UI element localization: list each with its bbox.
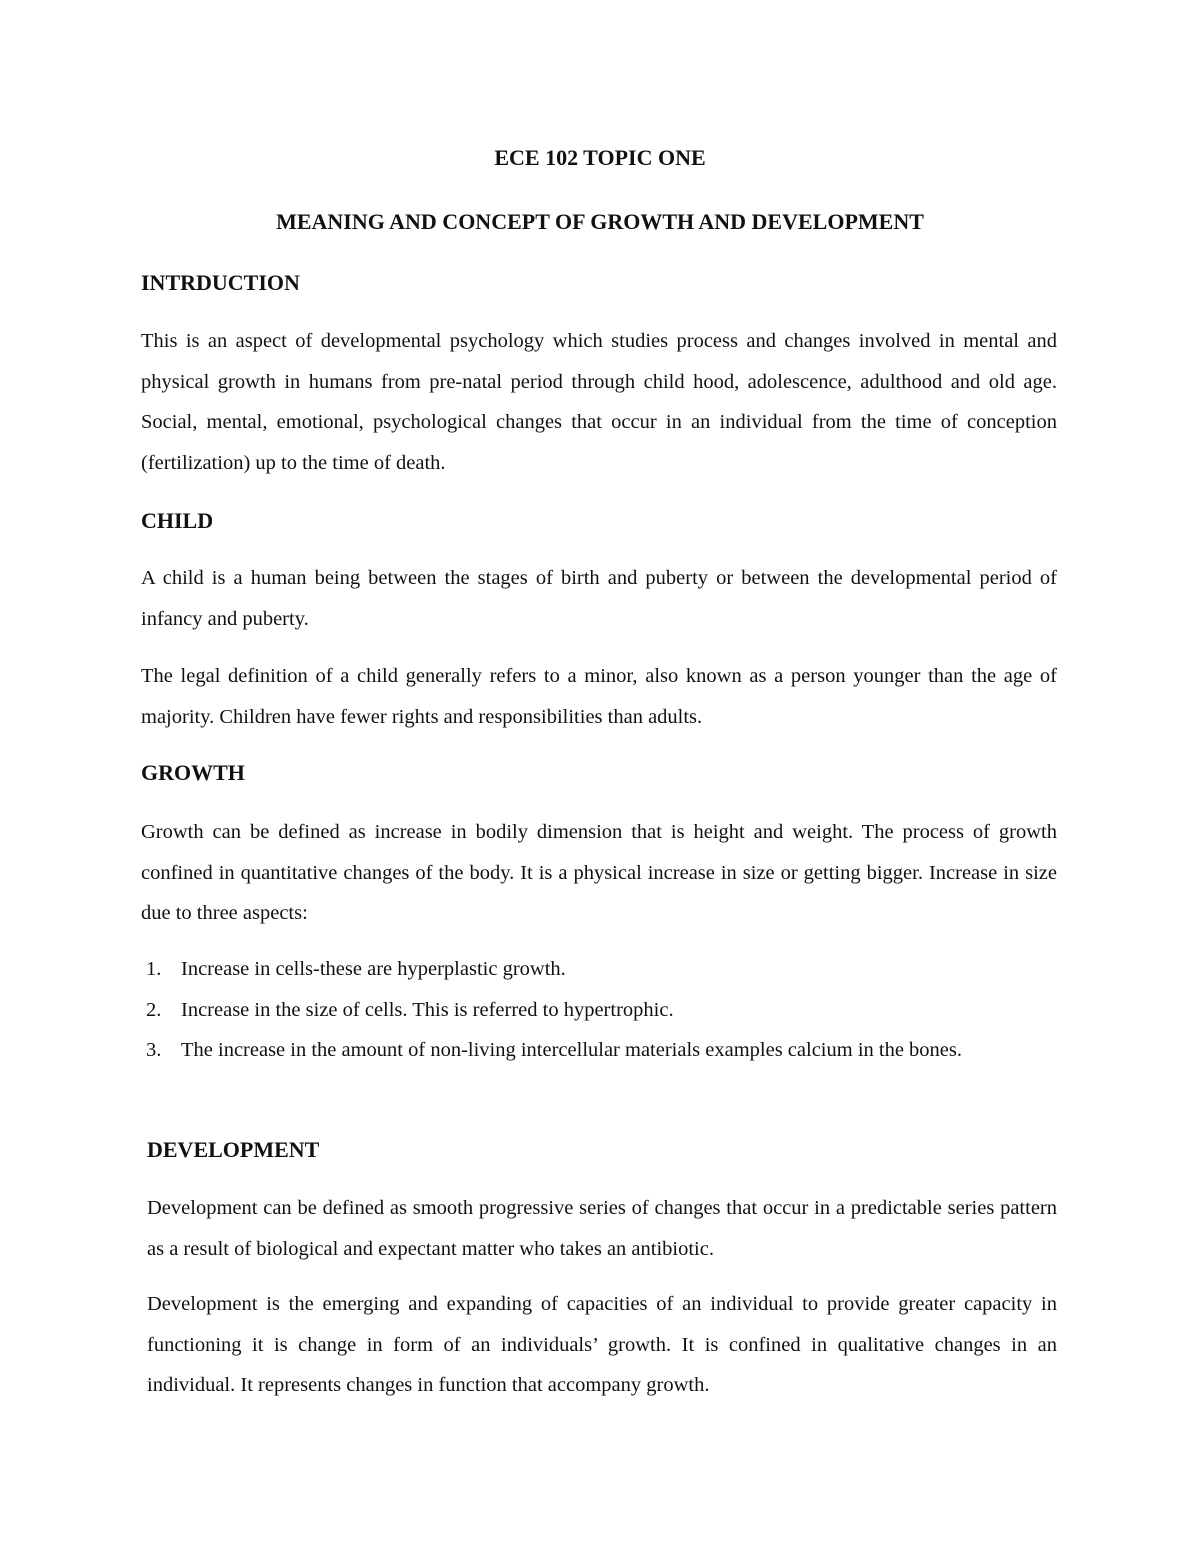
- child-paragraph-2: The legal definition of a child generally refers to a minor, also known as a person younger than the age of majority. Children have fewer rights and responsibilities than adults.: [141, 665, 1057, 728]
- development-paragraph-1: Development can be defined as smooth progressive series of changes that occur in a predictable series pattern as a result of biological and expectant matter who takes an antibiotic.: [147, 1197, 1057, 1260]
- list-item-text: The increase in the amount of non-living intercellular materials examples calcium in the bones.: [181, 1039, 963, 1061]
- growth-aspects-list: [141, 949, 1057, 1071]
- introduction-heading: INTRDUCTION: [141, 270, 300, 295]
- list-item-number: 3.: [146, 1039, 162, 1061]
- development-paragraph-2: Development is the emerging and expanding of capacities of an individual to provide greater capacity in functioning it is change in form of an individuals’ growth. It is confined in qualitative changes in an individual. It represents changes in function that accompany growth.: [147, 1293, 1057, 1396]
- list-item-text: Increase in the size of cells. This is referred to hypertrophic.: [181, 998, 674, 1021]
- list-item: [141, 990, 1057, 1031]
- list-item-number: 2.: [146, 998, 162, 1021]
- list-item-text: Increase in cells-these are hyperplastic growth.: [181, 958, 566, 980]
- introduction-paragraph: This is an aspect of developmental psychology which studies process and changes involved in mental and physical growth in humans from pre-natal period through child hood, adolescence, adulthood and old age. Social, mental, emotional, psychological changes that occur in an individual from the time of conception (fertilization) up to the time of death.: [141, 330, 1057, 474]
- course-title: ECE 102 TOPIC ONE: [494, 145, 706, 170]
- growth-heading: GROWTH: [141, 760, 245, 785]
- topic-title: MEANING AND CONCEPT OF GROWTH AND DEVELOPMENT: [276, 209, 924, 234]
- list-item-number: 1.: [146, 958, 162, 980]
- growth-paragraph: Growth can be defined as increase in bodily dimension that is height and weight. The process of growth confined in quantitative changes of the body. It is a physical increase in size or getting bigger. Increase in size due to three aspects:: [141, 821, 1057, 924]
- list-item: [141, 949, 1057, 990]
- child-heading: CHILD: [141, 508, 214, 533]
- list-item: [141, 1030, 1057, 1071]
- development-heading: DEVELOPMENT: [147, 1137, 320, 1162]
- child-paragraph-1: A child is a human being between the stages of birth and puberty or between the developmental period of infancy and puberty.: [141, 567, 1057, 630]
